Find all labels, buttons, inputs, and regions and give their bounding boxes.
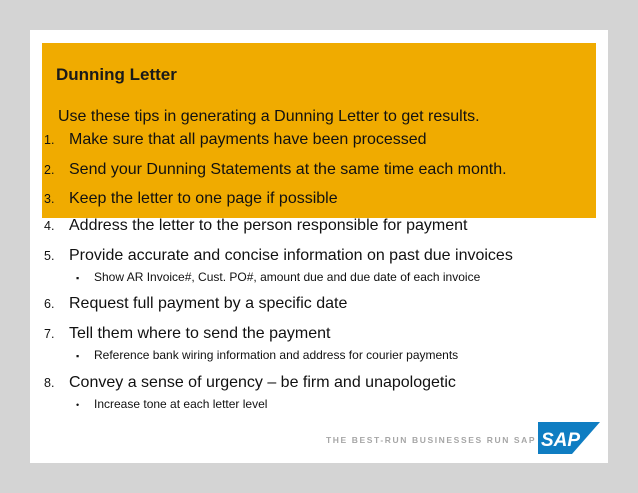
list-number: 6. bbox=[44, 297, 55, 311]
sap-logo-text: SAP bbox=[541, 430, 581, 451]
list-item-text: Make sure that all payments have been processed bbox=[69, 131, 427, 148]
list-item bbox=[44, 217, 467, 235]
list-number: 5. bbox=[44, 249, 55, 263]
list-item-text: Provide accurate and concise information on past due invoices bbox=[69, 247, 513, 264]
list-item bbox=[44, 247, 513, 265]
sub-bullet-item bbox=[76, 270, 480, 284]
list-item-text: Convey a sense of urgency – be firm and unapologetic bbox=[69, 374, 456, 391]
list-item-text: Send your Dunning Statements at the same time each month. bbox=[69, 161, 507, 178]
sub-bullet-text: Reference bank wiring information and address for courier payments bbox=[94, 348, 459, 362]
sub-bullet-item bbox=[76, 397, 267, 411]
sub-bullet-text: Show AR Invoice#, Cust. PO#, amount due and due date of each invoice bbox=[94, 270, 481, 284]
list-number: 7. bbox=[44, 327, 55, 341]
sap-logo bbox=[538, 422, 600, 454]
list-item bbox=[44, 325, 330, 343]
list-item bbox=[44, 295, 347, 313]
list-item-text: Tell them where to send the payment bbox=[69, 325, 331, 342]
list-item bbox=[44, 161, 507, 179]
list-number: 3. bbox=[44, 192, 55, 206]
sub-bullet-item bbox=[76, 348, 458, 362]
list-item-text: Keep the letter to one page if possible bbox=[69, 190, 338, 207]
intro-text: Use these tips in generating a Dunning Letter to get results. bbox=[58, 108, 480, 125]
list-item-text: Request full payment by a specific date bbox=[69, 295, 348, 312]
list-number: 8. bbox=[44, 376, 55, 390]
square-bullet-icon: ▪ bbox=[76, 351, 80, 361]
list-item bbox=[44, 374, 456, 392]
sub-bullet-text: Increase tone at each letter level bbox=[94, 397, 268, 411]
slide bbox=[30, 30, 608, 463]
list-item bbox=[44, 131, 427, 149]
list-number: 4. bbox=[44, 219, 55, 233]
list-item-text: Address the letter to the person responsible for payment bbox=[69, 217, 468, 234]
list-number: 1. bbox=[44, 133, 55, 147]
round-bullet-icon: • bbox=[76, 400, 80, 410]
list-number: 2. bbox=[44, 163, 55, 177]
sap-tagline: THE BEST-RUN BUSINESSES RUN SAP bbox=[326, 435, 537, 445]
slide-title: Dunning Letter bbox=[56, 65, 177, 84]
square-bullet-icon: ▪ bbox=[76, 273, 80, 283]
list-item bbox=[44, 190, 338, 208]
